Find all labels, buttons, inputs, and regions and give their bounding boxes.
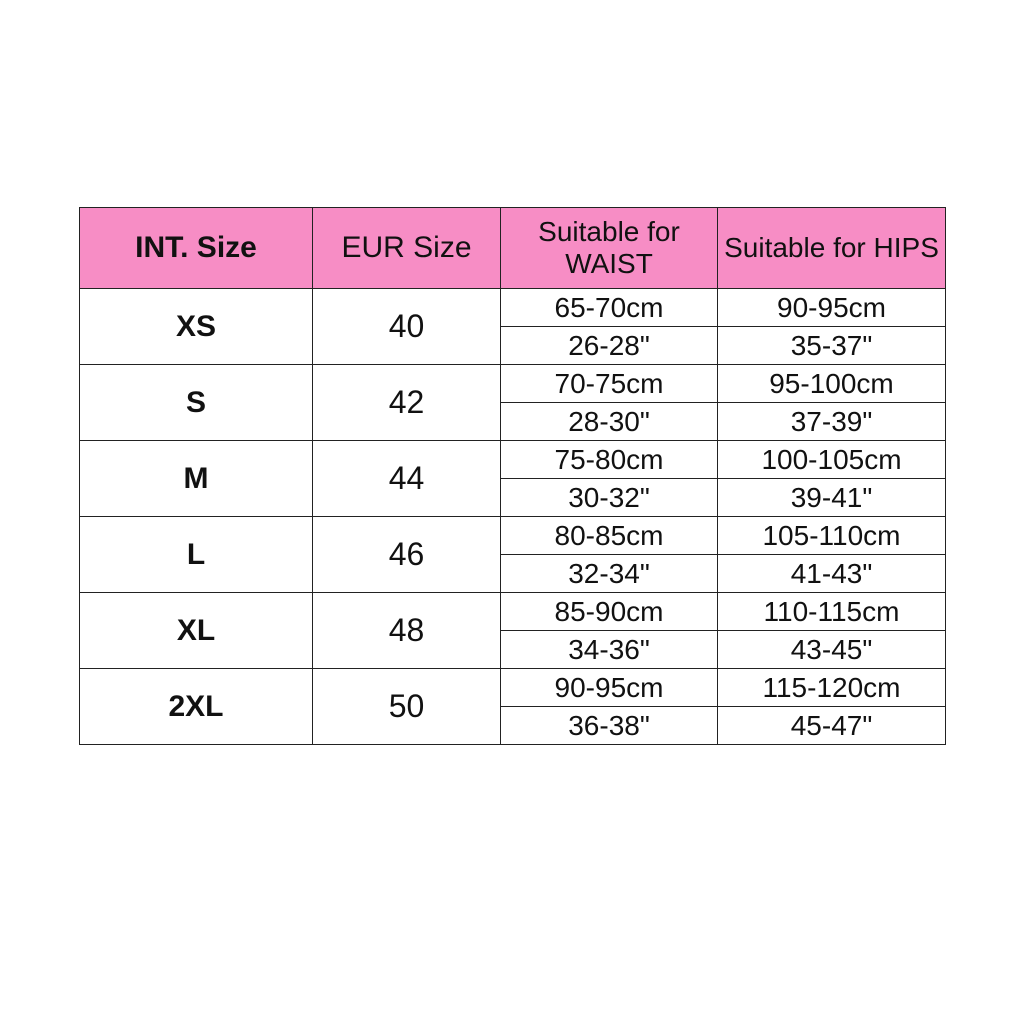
hips-in-cell: 41-43" <box>718 555 946 593</box>
waist-cm-cell: 80-85cm <box>501 517 718 555</box>
table-row <box>80 289 946 327</box>
header-waist: Suitable for WAIST <box>501 208 718 289</box>
waist-cm-cell: 85-90cm <box>501 593 718 631</box>
int-size-cell: S <box>80 365 313 441</box>
hips-in-cell: 35-37" <box>718 327 946 365</box>
int-size-cell: XL <box>80 593 313 669</box>
waist-in-cell: 36-38" <box>501 707 718 745</box>
eur-size-cell: 44 <box>313 441 501 517</box>
eur-size-cell: 48 <box>313 593 501 669</box>
table-row <box>80 517 946 555</box>
eur-size-cell: 50 <box>313 669 501 745</box>
waist-cm-cell: 70-75cm <box>501 365 718 403</box>
size-chart-body <box>80 289 946 745</box>
header-int-size: INT. Size <box>80 208 313 289</box>
waist-in-cell: 30-32" <box>501 479 718 517</box>
hips-cm-cell: 100-105cm <box>718 441 946 479</box>
table-row <box>80 365 946 403</box>
size-chart-table <box>79 207 946 745</box>
waist-in-cell: 34-36" <box>501 631 718 669</box>
header-hips: Suitable for HIPS <box>718 208 946 289</box>
int-size-cell: XS <box>80 289 313 365</box>
hips-in-cell: 43-45" <box>718 631 946 669</box>
hips-in-cell: 39-41" <box>718 479 946 517</box>
header-row <box>80 208 946 289</box>
int-size-cell: L <box>80 517 313 593</box>
eur-size-cell: 42 <box>313 365 501 441</box>
hips-in-cell: 45-47" <box>718 707 946 745</box>
header-eur-size: EUR Size <box>313 208 501 289</box>
int-size-cell: M <box>80 441 313 517</box>
int-size-cell: 2XL <box>80 669 313 745</box>
eur-size-cell: 46 <box>313 517 501 593</box>
waist-in-cell: 32-34" <box>501 555 718 593</box>
waist-cm-cell: 90-95cm <box>501 669 718 707</box>
hips-cm-cell: 105-110cm <box>718 517 946 555</box>
hips-cm-cell: 90-95cm <box>718 289 946 327</box>
hips-cm-cell: 95-100cm <box>718 365 946 403</box>
waist-cm-cell: 75-80cm <box>501 441 718 479</box>
table-row <box>80 593 946 631</box>
table-row <box>80 669 946 707</box>
waist-in-cell: 28-30" <box>501 403 718 441</box>
waist-cm-cell: 65-70cm <box>501 289 718 327</box>
hips-cm-cell: 110-115cm <box>718 593 946 631</box>
table-row <box>80 441 946 479</box>
eur-size-cell: 40 <box>313 289 501 365</box>
hips-in-cell: 37-39" <box>718 403 946 441</box>
hips-cm-cell: 115-120cm <box>718 669 946 707</box>
waist-in-cell: 26-28" <box>501 327 718 365</box>
